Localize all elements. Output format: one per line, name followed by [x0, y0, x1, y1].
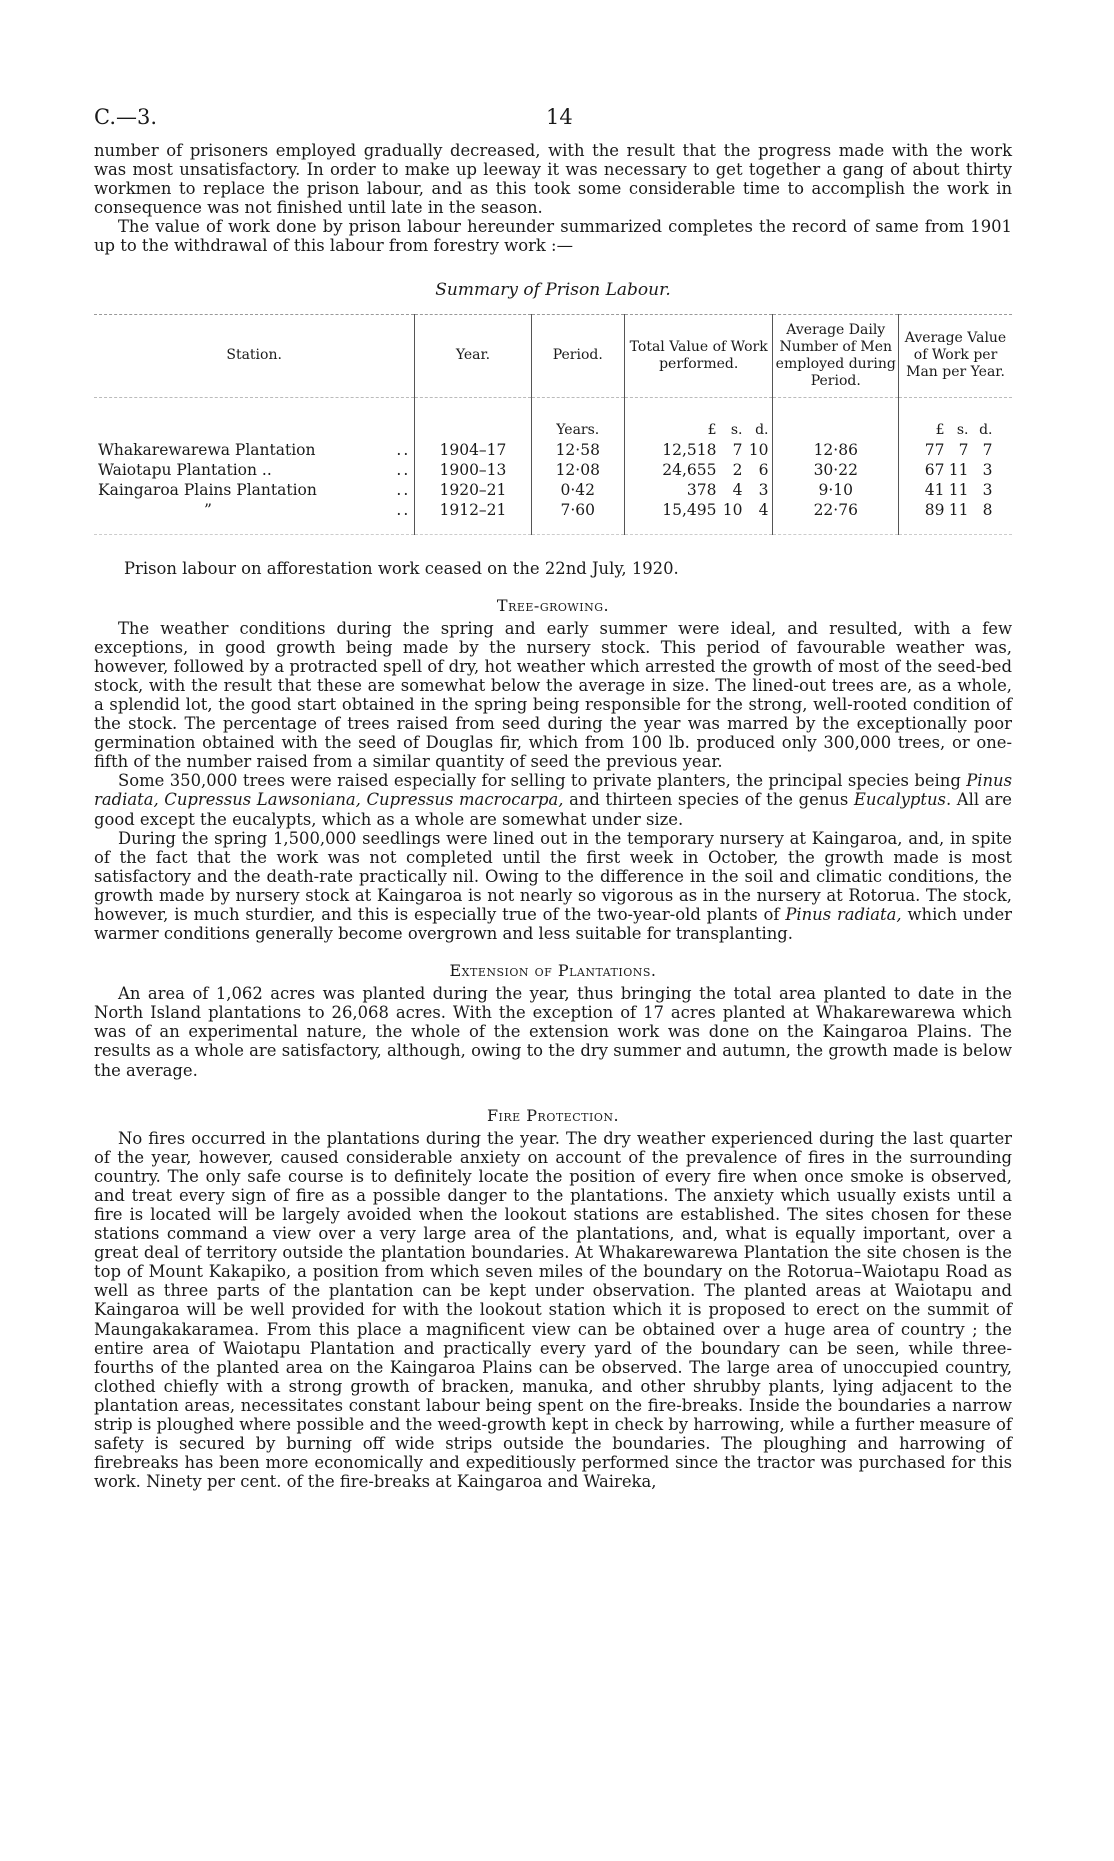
avg-shillings: 11 — [948, 480, 969, 499]
document-reference: C.—3. — [94, 105, 158, 129]
text-run: During the spring 1,500,000 seedlings were lined out in the temporary nursery at Kaingaroa, and, in spite of the fact that the work was not completed until the first week in October, the growth made is most satisfactory and the death-rate practically nil. Owing to the difference in the soil and climatic conditions, the growth made by nursery stock at Kaingaroa is not nearly so vigorous as in the nursery at Rotorua. The stock, however, is much sturdier, and this is especially true of the two-year-old plants of — [94, 828, 1012, 924]
period-cell: 0·42 — [531, 480, 624, 500]
genus-name: Eucalyptus — [853, 790, 946, 810]
average-men-cell: 9·10 — [773, 480, 899, 500]
header-year: Year. — [415, 314, 531, 397]
unit-pounds: £ — [935, 421, 945, 438]
total-pounds: 24,655 — [662, 460, 717, 479]
leader-dots: .. — [396, 440, 411, 459]
average-men-cell: 30·22 — [773, 460, 899, 480]
header-period: Period. — [531, 314, 624, 397]
page-number: 14 — [546, 105, 573, 129]
intro-paragraph-2: The value of work done by prison labour hereunder summarized completes the record of same from 1901 up to the withdrawal of this labour from forestry work :— — [94, 217, 1012, 256]
unit-pounds: £ — [707, 421, 717, 438]
text-run: Some 350,000 trees were raised especially for selling to private planters, the principal species being — [118, 771, 967, 791]
unit-pence: d. — [755, 421, 769, 438]
year-cell: 1920–21 — [415, 480, 531, 500]
total-shillings: 4 — [732, 480, 743, 499]
unit-shillings: s. — [730, 421, 743, 438]
section-heading-fire-protection: Fire Protection. — [486, 1105, 620, 1125]
prison-labour-table — [94, 314, 1012, 535]
avg-pounds: 77 — [924, 440, 945, 459]
species-name: Pinus radiata, — [785, 904, 902, 924]
avg-shillings: 11 — [948, 500, 969, 519]
text-run: . All are good except the eucalypts, which as a whole are somewhat under size. — [94, 790, 1013, 829]
page-header — [94, 105, 1012, 141]
station-name: Whakarewarewa Plantation — [98, 440, 316, 459]
total-pounds: 378 — [686, 480, 717, 499]
avg-pounds: 89 — [924, 500, 945, 519]
avg-pence: 8 — [982, 500, 993, 519]
year-cell: 1904–17 — [415, 440, 531, 460]
avg-pounds: 41 — [924, 480, 945, 499]
header-average-value: Average Value of Work per Man per Year. — [899, 314, 1012, 397]
text-run: which under warmer conditions generally become overgrown and less suitable for transplanting. — [94, 904, 1013, 944]
total-pence: 10 — [748, 440, 769, 459]
section-heading-extension: Extension of Plantations. — [449, 961, 657, 981]
total-shillings: 10 — [722, 500, 743, 519]
table-row — [94, 480, 1012, 500]
total-pence: 4 — [758, 500, 769, 519]
period-cell: 12·08 — [531, 460, 624, 480]
text-run: and thirteen species of the genus — [563, 790, 854, 810]
unit-years: Years. — [531, 397, 624, 440]
leader-dots: .. — [396, 500, 411, 519]
year-cell: 1912–21 — [415, 500, 531, 535]
period-cell: 12·58 — [531, 440, 624, 460]
unit-shillings: s. — [956, 421, 969, 438]
total-shillings: 2 — [732, 460, 743, 479]
prison-labour-note: Prison labour on afforestation work ceased on the 22nd July, 1920. — [124, 558, 679, 578]
total-pounds: 12,518 — [662, 440, 717, 459]
species-names: Pinus radiata, Cupressus Lawsoniana, Cupressus macrocarpa, — [94, 771, 1012, 810]
table-caption: Summary of Prison Labour. — [435, 279, 671, 300]
avg-pence: 7 — [982, 440, 993, 459]
fire-protection-paragraph: No fires occurred in the plantations during the year. The dry weather experienced during the last quarter of the year, however, caused considerable anxiety on account of the prevalence of fires in the surrounding country. The only safe course is to definitely locate the position of every fire when once smoke is observed, and treat every sign of fire as a possible danger to the plantations. The anxiety which usually exists until a fire is located will be largely avoided when the lookout stations are established. The sites chosen for these stations command a view over a very large area of the plantations, and, what is equally important, over a great deal of territory outside the plantation boundaries. At Whakarewarewa Plantation the site chosen is the top of Mount Kakapiko, a position from which seven miles of the boundary on the Rotorua–Waiotapu Road as well as three parts of the plantation can be kept under observation. The planted areas at Waiotapu and Kaingaroa will be well provided for with the lookout station which it is proposed to erect on the summit of Maungakakaramea. From this place a magnificent view can be obtained over a huge area of country ; the entire area of Waiotapu Plantation and practically every yard of the boundary can be seen, while three-fourths of the planted area on the Kaingaroa Plains can be observed. The large area of unoccupied country, clothed chiefly with a strong growth of bracken, manuka, and other shrubby plants, lying adjacent to the plantation areas, necessitates constant labour being spent on the fire-breaks. Inside the boundaries a narrow strip is ploughed where possible and the weed-growth kept in check by harrowing, while a further measure of safety is secured by burning off wide strips outside the boundaries. The ploughing and harrowing of firebreaks has been more economically and expeditiously performed since the tractor was purchased for this work. Ninety per cent. of the fire-breaks at Kaingaroa and Waireka, — [94, 1128, 1012, 1492]
station-name: ” — [204, 500, 212, 519]
station-name: Waiotapu Plantation .. — [98, 460, 272, 479]
tree-growing-paragraph-2 — [94, 771, 1012, 828]
total-pence: 6 — [758, 460, 769, 479]
document-page — [94, 105, 1012, 1491]
avg-pence: 3 — [982, 460, 993, 479]
header-total-value: Total Value of Work performed. — [624, 314, 773, 397]
extension-paragraph: An area of 1,062 acres was planted during the year, thus bringing the total area planted to date in the North Island plantations to 26,068 acres. With the exception of 17 acres planted at Whakarewarewa which was of an experimental nature, the whole of the extension work was done on the Kaingaroa Plains. The results as a whole are satisfactory, although, owing to the dry summer and autumn, the growth made is below the average. — [94, 984, 1012, 1080]
intro-paragraph-1: number of prisoners employed gradually decreased, with the result that the progress made with the work was most unsatisfactory. In order to make up leeway it was necessary to get together a gang of about thirty workmen to replace the prison labour, and as this took some considerable time to accomplish the work in consequence was not finished until late in the season. — [94, 141, 1012, 218]
total-pounds: 15,495 — [662, 500, 717, 519]
station-name: Kaingaroa Plains Plantation — [98, 480, 317, 499]
average-men-cell: 12·86 — [773, 440, 899, 460]
tree-growing-paragraph-3 — [94, 829, 1012, 944]
section-heading-tree-growing: Tree-growing. — [496, 595, 610, 615]
average-men-cell: 22·76 — [773, 500, 899, 535]
avg-shillings: 11 — [948, 460, 969, 479]
units-row — [94, 397, 1012, 440]
header-average-men: Average Daily Number of Men employed during Period. — [773, 314, 899, 397]
leader-dots: .. — [396, 460, 411, 479]
leader-dots: .. — [396, 480, 411, 499]
avg-pounds: 67 — [924, 460, 945, 479]
period-cell: 7·60 — [531, 500, 624, 535]
total-shillings: 7 — [732, 440, 743, 459]
table-row — [94, 440, 1012, 460]
table-header-row — [94, 314, 1012, 397]
table-row — [94, 500, 1012, 535]
total-pence: 3 — [758, 480, 769, 499]
tree-growing-paragraph-1: The weather conditions during the spring and early summer were ideal, and resulted, with a few exceptions, in good growth being made by the nursery stock. This period of favourable weather was, however, followed by a protracted spell of dry, hot weather which arrested the growth of most of the seed-bed stock, with the result that these are somewhat below the average in size. The lined-out trees are, as a whole, a splendid lot, the good start obtained in the spring being responsible for the strong, well-rooted condition of the stock. The percentage of trees raised from seed during the year was marred by the exceptionally poor germination obtained with the seed of Douglas fir, which from 100 lb. produced only 300,000 trees, or one-fifth of the number raised from a similar quantity of seed the previous year. — [94, 618, 1012, 772]
year-cell: 1900–13 — [415, 460, 531, 480]
header-station: Station. — [94, 314, 415, 397]
avg-pence: 3 — [982, 480, 993, 499]
avg-shillings: 7 — [958, 440, 969, 459]
table-row — [94, 460, 1012, 480]
unit-pence: d. — [979, 421, 993, 438]
